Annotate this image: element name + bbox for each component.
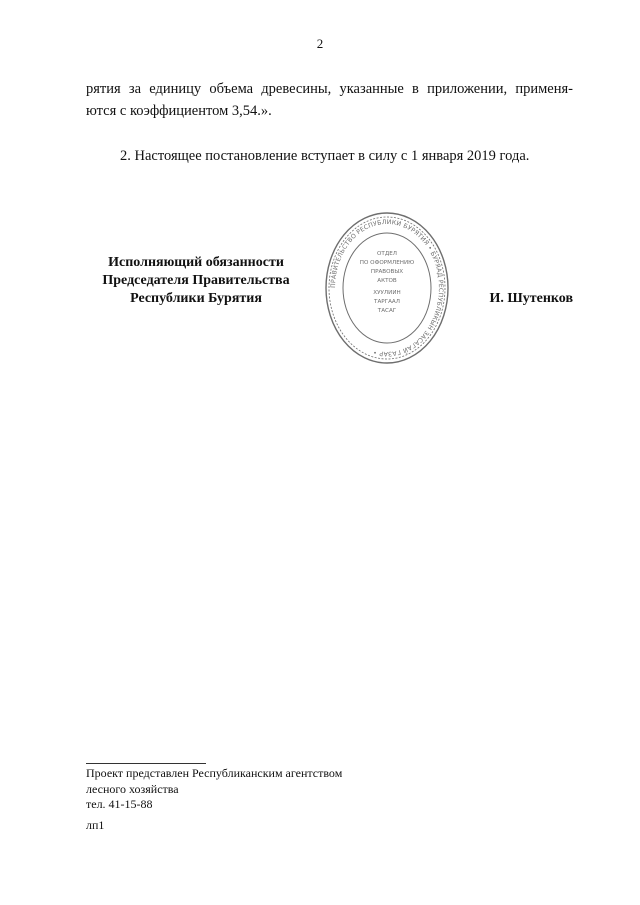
- paragraph-line: ются с коэффициентом 3,54.».: [86, 103, 272, 119]
- seal-center-text: АКТОВ: [377, 278, 397, 284]
- footnote-line: Проект представлен Республиканским агентством: [86, 766, 343, 780]
- official-seal: [324, 210, 450, 366]
- seal-center-text: ПО ОФОРМЛЕНИЮ: [359, 260, 415, 266]
- seal-center-text: ОТДЕЛ: [377, 251, 397, 257]
- seal-stamp-icon: [324, 210, 450, 366]
- footnote-divider: [86, 763, 206, 764]
- page-number: 2: [316, 36, 324, 51]
- signer-title-line: Республики Бурятия: [130, 291, 262, 306]
- footnote: [86, 766, 486, 813]
- footnote-line: лесного хозяйства: [86, 781, 179, 796]
- signer-title-line: Исполняющий обязанности: [108, 255, 284, 270]
- footnote-line: тел. 41-15-88: [86, 797, 153, 811]
- seal-ring-text: ПРАВИТЕЛЬСТВО РЕСПУБЛИКИ БУРЯТИЯ • БУРЯАД РЕСПУБЛИКЫН ЗАСАГАЙ ГАЗАР •: [329, 218, 445, 358]
- paragraph-coefficient: [86, 78, 573, 122]
- seal-center-text: ПРАВОВЫХ: [370, 269, 404, 275]
- signer-title: [72, 254, 320, 308]
- paragraph-line: рятия за единицу объема древесины, указанные в приложении, применя-: [86, 81, 573, 97]
- signer-title-line: Председателя Правительства: [102, 273, 290, 288]
- paragraph-effective-date: 2. Настоящее постановление вступает в силу с 1 января 2019 года.: [120, 148, 530, 164]
- signer-name: И. Шутенков: [489, 291, 573, 306]
- seal-center-text: ТАРГААЛ: [374, 299, 400, 305]
- seal-center-text: ХУУЛИИН: [373, 290, 401, 296]
- file-code: лп1: [86, 818, 105, 832]
- seal-center-text: ТАСАГ: [377, 308, 397, 314]
